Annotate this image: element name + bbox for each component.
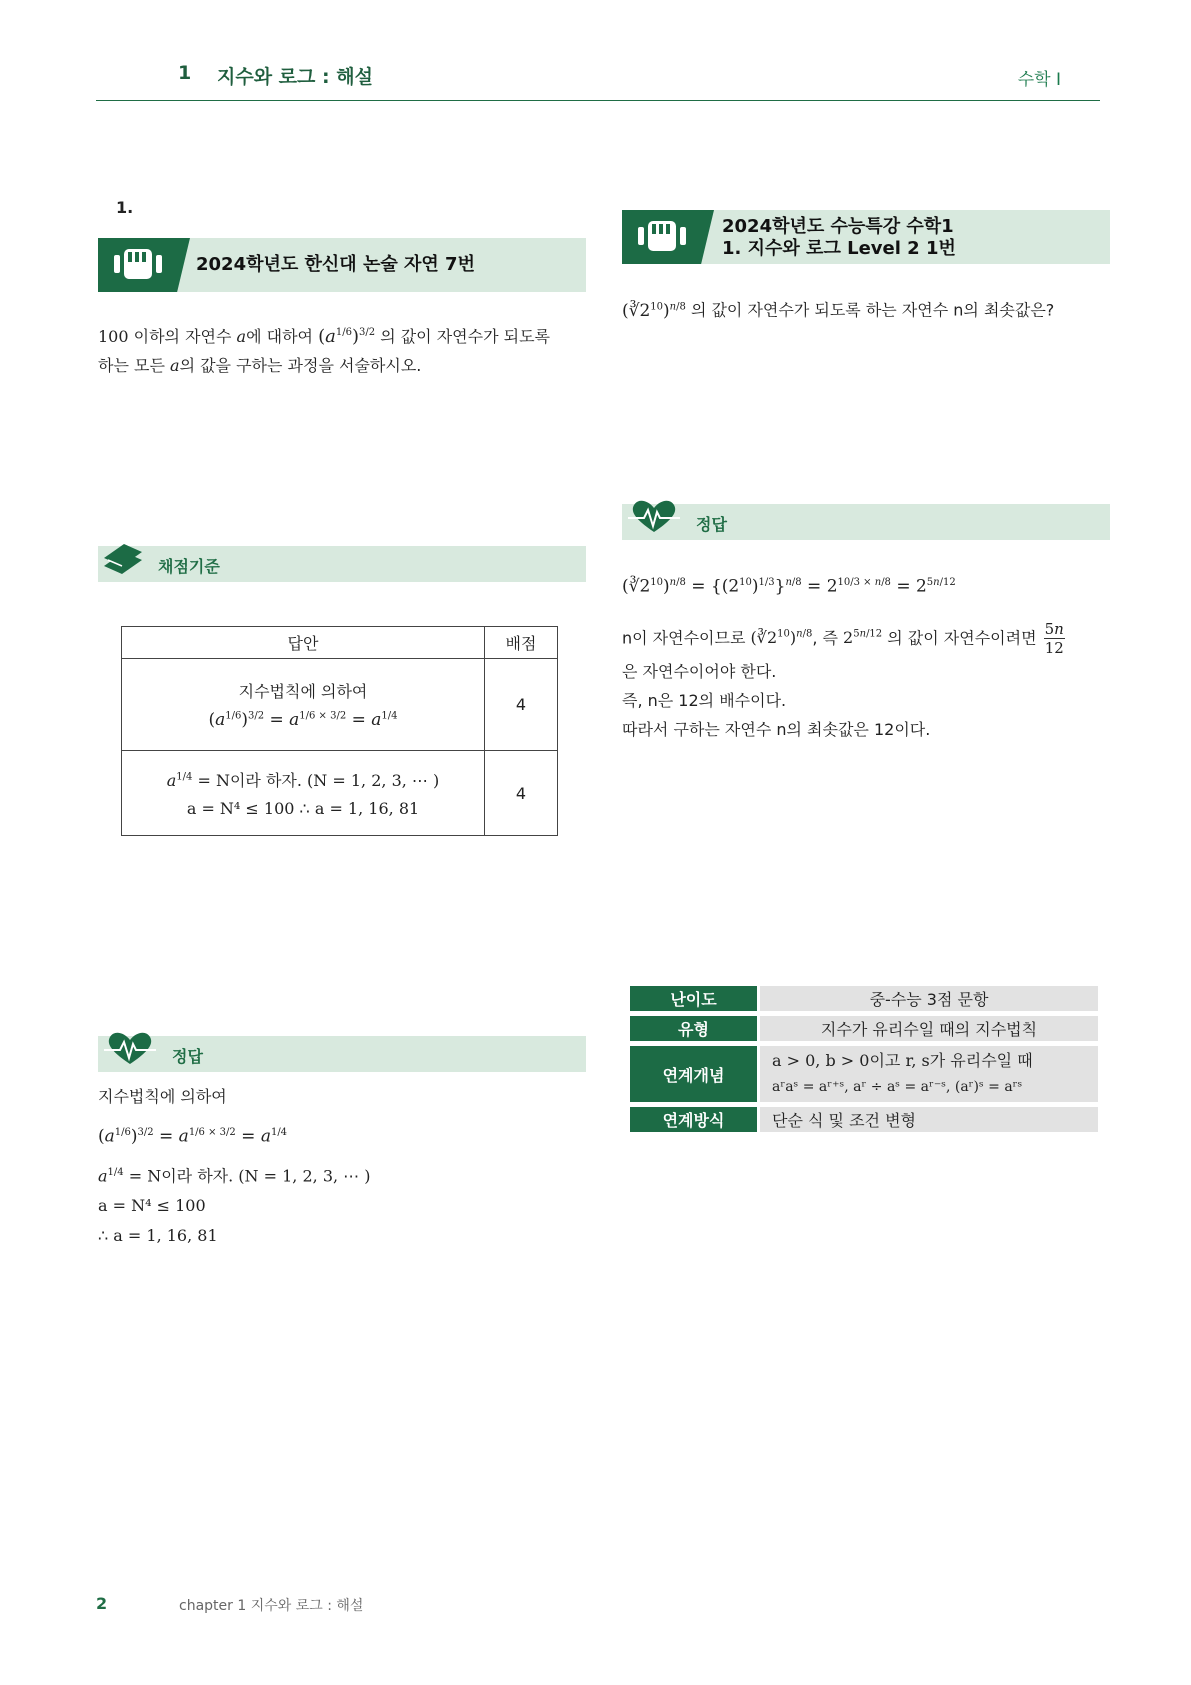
summary-value: 지수가 유리수일 때의 지수법칙: [760, 1016, 1098, 1041]
var-a: a: [236, 327, 247, 346]
col-score-header: 배점: [485, 627, 558, 659]
problem-statement: [98, 318, 588, 380]
problem-line2-b: 의 값을 구하는 과정을 서술하시오.: [179, 356, 422, 375]
answer-label-left: 정답: [172, 1047, 203, 1066]
page-number: 2: [96, 1594, 108, 1613]
problem-source-title: 2024학년도 한신대 논술 자연 7번: [196, 254, 475, 275]
problem-line2-a: 하는 모든: [98, 356, 165, 375]
problem-line1-a: 100 이하의 자연수: [98, 327, 232, 346]
criteria-bar: [98, 546, 586, 582]
problem-source-bar-right: [622, 210, 1110, 264]
fist-icon: [634, 215, 694, 259]
problem-source-bar: [98, 238, 586, 292]
summary-key: 유형: [630, 1016, 757, 1041]
chapter-number: 1: [178, 62, 192, 84]
summary-key: 연계개념: [630, 1046, 757, 1102]
col-answer-header: 답안: [122, 627, 485, 659]
table-row: [122, 751, 485, 836]
summary-value: 단순 식 및 조건 변형: [760, 1107, 1098, 1132]
formula-a-power: $(a^{1/6})^{3/2}$: [318, 326, 376, 347]
answer-line3: $a^{1/4} = N$이라 하자. (N = 1, 2, 3, ⋯ ): [98, 1165, 371, 1185]
summary-value: 중-수능 3점 문항: [760, 986, 1098, 1011]
footer-chapter: chapter 1 지수와 로그 : 해설: [179, 1598, 364, 1614]
answer-line2-formula: $(a^{1/6})^{3/2} = a^{1/6 \times 3/2} = a^{1/4}$: [98, 1126, 288, 1147]
row1-score: 4: [485, 659, 558, 751]
heartbeat-icon: [626, 498, 682, 534]
problem-line1-b: 에 대하여: [246, 327, 314, 346]
table-row: [122, 659, 485, 751]
criteria-label: 채점기준: [158, 557, 220, 576]
fist-icon-block: [98, 238, 190, 292]
answer-line1: 지수법칙에 의하여: [98, 1087, 227, 1106]
problem-line1-c: 의 값이 자연수가 되도록: [380, 327, 551, 346]
sol-line3: 은 자연수이어야 한다.: [622, 661, 777, 681]
problem-text-right: 의 값이 자연수가 되도록 하는 자연수 n의 최솟값은?: [690, 300, 1055, 320]
subject-label: 수학 I: [1017, 70, 1061, 90]
sol-line5: 따라서 구하는 자연수 n의 최솟값은 12이다.: [622, 719, 931, 739]
row1-formula: $(a^{1/6})^{3/2} = a^{1/6 \times 3/2} = a^{1/4}$: [208, 710, 398, 730]
sol-line2: n이 자연수이므로 $(∛2^{10})^{n/8}$, 즉 $2^{5n/12}$ 의 값이 자연수이려면 $\frac{5n}{12}$: [622, 619, 1064, 657]
answer-line4: a = N⁴ ≤ 100: [98, 1195, 206, 1215]
sol-line1-formula: $(∛2^{10})^{n/8} = \{(2^{10})^{1/3}\}^{n/8} = 2^{10/3 \times n/8} = 2^{5n/12}$: [622, 576, 956, 597]
formula-cbrt: $(∛2^{10})^{n/8}$: [622, 300, 686, 321]
sol-line4: 즉, n은 12의 배수이다.: [622, 690, 787, 710]
problem-source-title-right: 2024학년도 수능특강 수학1 1. 지수와 로그 Level 2 1번: [722, 216, 956, 259]
answer-line5: ∴ a = 1, 16, 81: [98, 1225, 218, 1245]
answer-label-right: 정답: [696, 515, 727, 534]
answer-solution-left: [98, 1082, 371, 1251]
header-divider: [96, 100, 1100, 101]
answer-bar-right: [622, 504, 1110, 540]
summary-key: 연계방식: [630, 1107, 757, 1132]
summary-key: 난이도: [630, 986, 757, 1011]
answer-solution-right: [622, 568, 1112, 744]
problem-number: 1.: [116, 198, 134, 217]
heartbeat-icon: [102, 1030, 158, 1066]
problem-statement-right: [622, 292, 1112, 326]
row1-text: 지수법칙에 의하여: [238, 682, 368, 701]
book-stack-icon: [100, 540, 146, 580]
answer-bar-left: [98, 1036, 586, 1072]
var-a-2: a: [170, 356, 180, 375]
scoring-table: [121, 626, 558, 836]
summary-value: a > 0, b > 0이고 r, s가 유리수일 때 aʳaˢ = aʳ⁺ˢ, aʳ ÷ aˢ = aʳ⁻ˢ, (aʳ)ˢ = aʳˢ: [760, 1046, 1098, 1102]
row2-score: 4: [485, 751, 558, 836]
fist-icon-block-right: [622, 210, 714, 264]
row2-line1: $a^{1/4} = N$이라 하자. (N = 1, 2, 3, ⋯ ): [166, 771, 440, 790]
chapter-title: 지수와 로그 : 해설: [217, 66, 373, 88]
row2-line2: a = N⁴ ≤ 100 ∴ a = 1, 16, 81: [186, 799, 420, 818]
fist-icon: [110, 243, 170, 287]
